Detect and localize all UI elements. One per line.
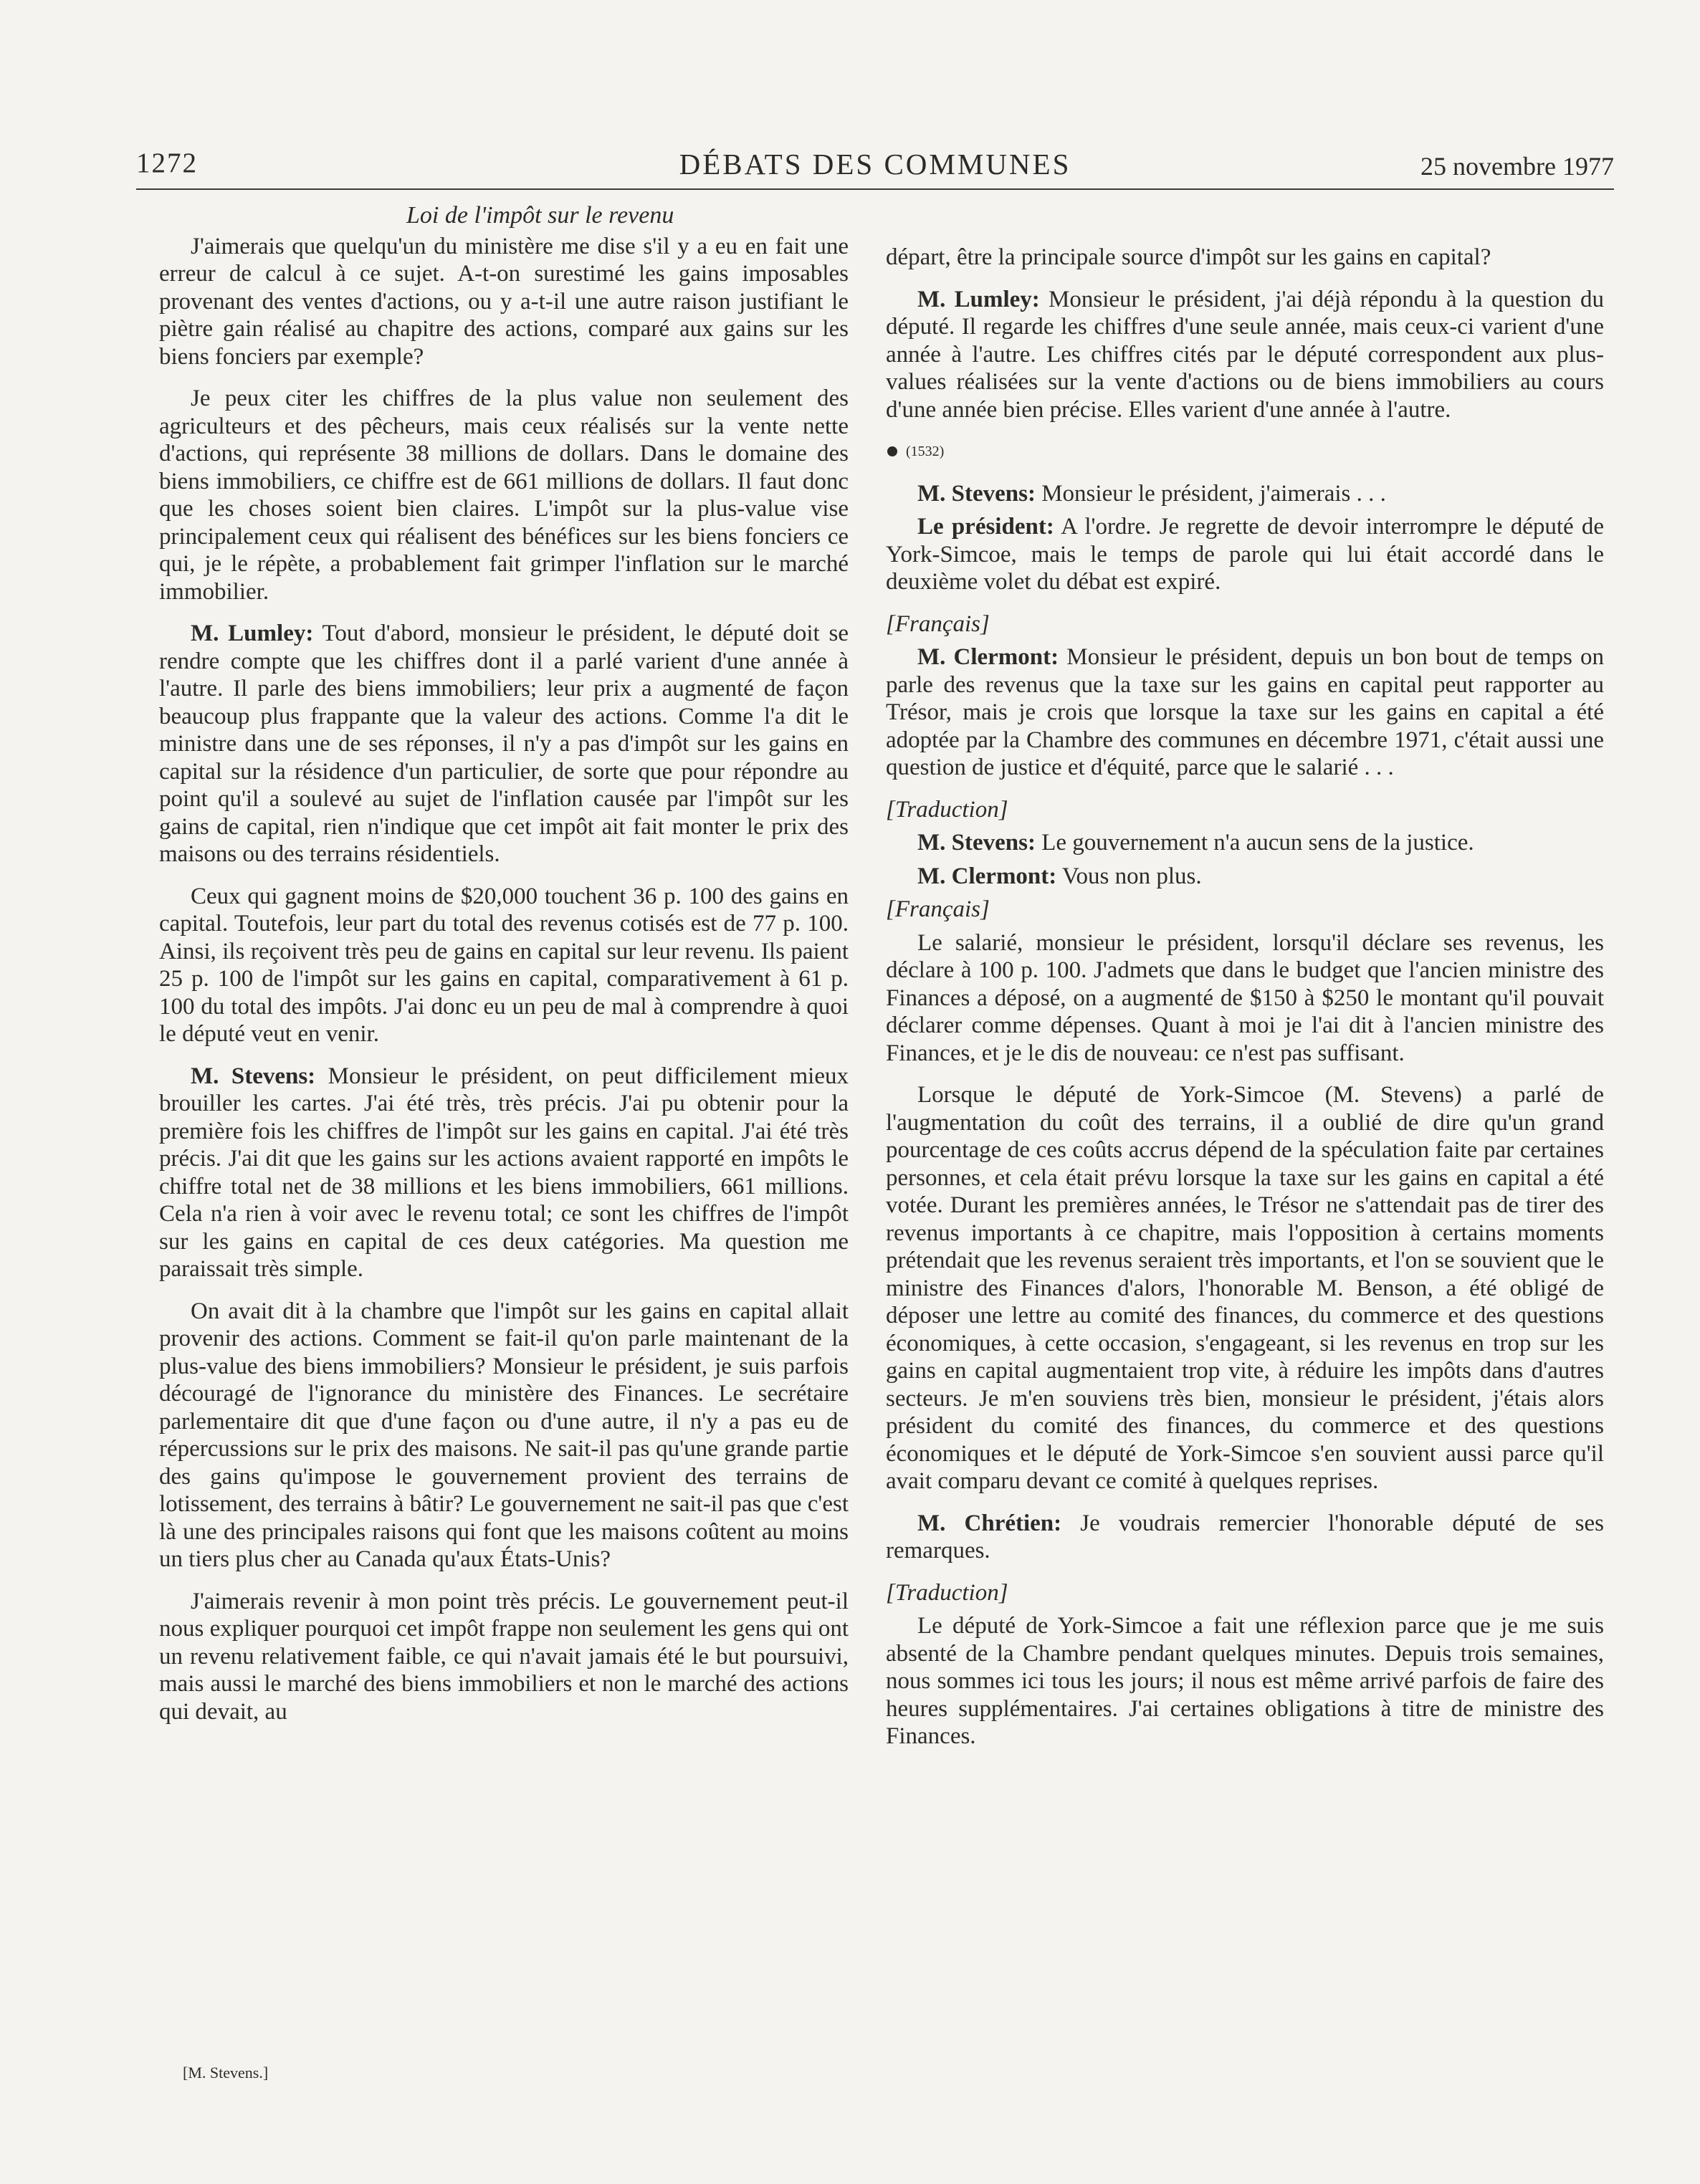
paragraph (886, 1510, 1604, 1565)
paragraph-text: Je voudrais remercier l'honorable député de ses remarques. (886, 1510, 1604, 1563)
paragraph: Le député de York-Simcoe a fait une réflexion parce que je me suis absenté de la Chambre pendant quelques minutes. Depuis trois semaines, nous sommes ici tous les jours; il nous est même arrivé parfois de faire des heures supplémentaires. J'ai certaines obligations à titre de ministre des Finances. (886, 1613, 1604, 1749)
time-text: (1532) (906, 444, 945, 459)
speaker-name: Le président: (917, 514, 1054, 540)
page-number: 1272 (136, 148, 198, 178)
speaker-name: M. Stevens: (191, 1063, 316, 1089)
paragraph (886, 513, 1604, 596)
paragraph-text: Monsieur le président, depuis un bon bout de temps on parle des revenus que la taxe sur les gains en capital peut rapporter au Trésor, mais je crois que lorsque la taxe sur les gains en capital a été adoptée par la Chambre des communes en décembre 1971, c'était aussi une question de justice et d'équité, parce que le salarié . . . (886, 644, 1604, 780)
paragraph (159, 233, 849, 371)
paragraph-text: A l'ordre. Je regrette de devoir interrompre le député de York-Simcoe, mais le temps de parole qui lui était accordé dans le deuxième volet du débat est expiré. (886, 514, 1604, 595)
paragraph (159, 883, 849, 1048)
paragraph (159, 1588, 849, 1726)
paragraph-text: Monsieur le président, j'ai déjà répondu à la question du député. Il regarde les chiffres d'une seule année, mais ceux-ci varient d'une année à l'autre. Les chiffres cités par le député correspondent aux plus-values réalisées sur la vente d'actions ou de biens immobiliers au cours d'une année bien précise. Elles varient d'une année à l'autre. (886, 286, 1605, 423)
paragraph (159, 1298, 849, 1574)
paragraph: Lorsque le député de York-Simcoe (M. Stevens) a parlé de l'augmentation du coût des terrains, il a oublié de dire qu'un grand pourcentage de ces coûts accrus dépend de la spéculation faite par certaines personnes, et cela était prévu lorsque la taxe sur les gains en capital a été votée. Durant les premières années, le Trésor ne s'attendait pas de tirer des revenus importants à ce chapitre, mais l'opposition à certains moments prétendait que les revenus seraient très importants, et l'on se souvient que le ministre des Finances d'alors, l'honorable M. Benson, a été obligé de déposer une lettre au comité des finances, du commerce et des questions économiques, à cette occasion, s'engageant, si les revenus en trop sur les gains en capital augmentaient trop vite, à réduire les impôts dans d'autres secteurs. Je m'en souviens très bien, monsieur le président, j'étais alors président du comité des finances, du commerce et des questions économiques et le député de York-Simcoe s'en souvient aussi parce qu'il avait comparu devant ce comité à quelques reprises. (886, 1082, 1604, 1494)
continuation-paragraph: départ, être la principale source d'impôt sur les gains en capital? (886, 244, 1491, 270)
paragraph (159, 385, 849, 605)
paragraph: Le salarié, monsieur le président, lorsqu'il déclare ses revenus, les déclare à 100 p. 100. J'admets que dans le budget que l'ancien ministre des Finances a déposé, on a augmenté de $150 à $250 le montant qu'il pouvait déclarer comme dépenses. Quant à moi je l'ai dit à l'ancien ministre des Finances, et je le dis de nouveau: ce n'est pas suffisant. (886, 929, 1604, 1066)
speaker-name: M. Clermont: (917, 644, 1059, 670)
speaker-name: M. Lumley: (917, 286, 1040, 312)
language-marker: [Traduction] (886, 796, 1008, 823)
paragraph (159, 620, 849, 868)
page-header (136, 147, 1614, 190)
paragraph-text: On avait dit à la chambre que l'impôt sur les gains en capital allait provenir des actions. Comment se fait-il qu'on parle maintenant de la plus-value des biens immobiliers? Monsieur le président, je suis parfois découragé de l'ignorance du ministère des Finances. Le secrétaire parlementaire dit que d'une façon ou d'une autre, il n'y a pas eu de répercussions sur le prix des maisons. Ne sait-il pas qu'une grande partie des gains qu'impose le gouvernement provient des terrains de lotissement, des terrains à bâtir? Le gouvernement ne sait-il pas que c'est là une des principales raisons qui font que les maisons coûtent au moins un tiers plus cher au Canada qu'aux États-Unis? (159, 1298, 849, 1572)
paragraph-text: Monsieur le président, on peut difficilement mieux brouiller les cartes. J'ai été très, très précis. J'ai pu obtenir pour la première fois les chiffres de l'impôt sur les gains en capital. J'ai été très précis. J'ai dit que les gains sur les actions avaient rapporté en impôts le chiffre total net de 38 millions et les biens immobiliers, 661 millions. Cela n'a rien à voir avec le revenu total; ce sont les chiffres de l'impôt sur les gains en capital de ces deux catégories. Ma question me paraissait très simple. (159, 1063, 849, 1282)
speaker-name: M. Stevens: (917, 480, 1036, 507)
time-marker (886, 438, 1604, 466)
speaker-name: M. Lumley: (191, 621, 314, 646)
paragraph (886, 643, 1604, 782)
issue-date: 25 novembre 1977 (1420, 152, 1614, 181)
paragraph-text: Monsieur le président, j'aimerais . . . (1041, 480, 1386, 507)
paragraph (886, 829, 1604, 857)
footer-note: [M. Stevens.] (183, 2064, 269, 2082)
right-column (886, 244, 1604, 1765)
section-title: Loi de l'impôt sur le revenu (406, 202, 674, 229)
paragraph (886, 480, 1604, 508)
speaker-name: M. Chrétien: (917, 1510, 1062, 1536)
language-marker: [Français] (886, 610, 990, 637)
paragraph-text: Je peux citer les chiffres de la plus value non seulement des agriculteurs et des pêcheurs, mais ceux réalisés sur la vente nette d'actions, qui représente 38 millions de dollars. Dans le domaine des biens immobiliers, ce chiffre est de 661 millions de dollars. Il faut donc que les choses soient bien claires. L'impôt sur la plus-value vise principalement ceux qui réalisent des bénéfices sur les biens fonciers ce qui, je le répète, a probablement fait grimper l'inflation sur le marché immobilier. (159, 385, 849, 605)
paragraph-text: Vous non plus. (1061, 863, 1202, 889)
language-marker: [Traduction] (886, 1579, 1008, 1606)
bullet-icon (887, 446, 897, 456)
publication-title: DÉBATS DES COMMUNES (679, 148, 1071, 181)
paragraph (886, 863, 1604, 891)
paragraph-text: Tout d'abord, monsieur le président, le député doit se rendre compte que les chiffres dont il a parlé varient d'une année à l'autre. Il parle des biens immobiliers; leur prix a augmenté de façon beaucoup plus frappante que la valeur des actions. Comme l'a dit le ministre dans une de ses réponses, il n'y a pas d'impôt sur les gains en capital sur la résidence d'un particulier, de sorte que pour répondre au point qu'il a soulevé au sujet de l'inflation causée par l'impôt sur les gains de capital, rien n'indique que cet impôt ait fait monter le prix des maisons ou des terrains résidentiels. (159, 621, 849, 867)
paragraph (886, 286, 1604, 424)
paragraph-text: Ceux qui gagnent moins de $20,000 touchent 36 p. 100 des gains en capital. Toutefois, leur part du total des revenus cotisés est de 77 p. 100. Ainsi, ils reçoivent très peu de gains en capital sur leur revenu. Ils paient 25 p. 100 de l'impôt sur les gains en capital, comparativement à 61 p. 100 du total des impôts. J'ai donc eu un peu de mal à comprendre à quoi le député veut en venir. (159, 883, 849, 1047)
speaker-name: M. Clermont: (917, 863, 1057, 889)
paragraph (159, 1063, 849, 1283)
language-marker: [Français] (886, 896, 990, 922)
paragraph-text: Le gouvernement n'a aucun sens de la justice. (1041, 830, 1474, 856)
paragraph-text: J'aimerais revenir à mon point très précis. Le gouvernement peut-il nous expliquer pourquoi cet impôt frappe non seulement les gens qui ont un revenu relativement faible, ce qui n'avait jamais été le but poursuivi, mais aussi le marché des biens immobiliers et non le marché des actions qui devait, au (159, 1588, 849, 1725)
paragraph-text: J'aimerais que quelqu'un du ministère me dise s'il y a eu en fait une erreur de calcul à ce sujet. A-t-on surestimé les gains imposables provenant des ventes d'actions, ou y a-t-il une autre raison justifiant le piètre gain réalisé au chapitre des actions, comparé aux gains sur les biens fonciers par exemple? (159, 233, 849, 370)
speaker-name: M. Stevens: (917, 830, 1036, 856)
left-column (159, 202, 849, 1740)
